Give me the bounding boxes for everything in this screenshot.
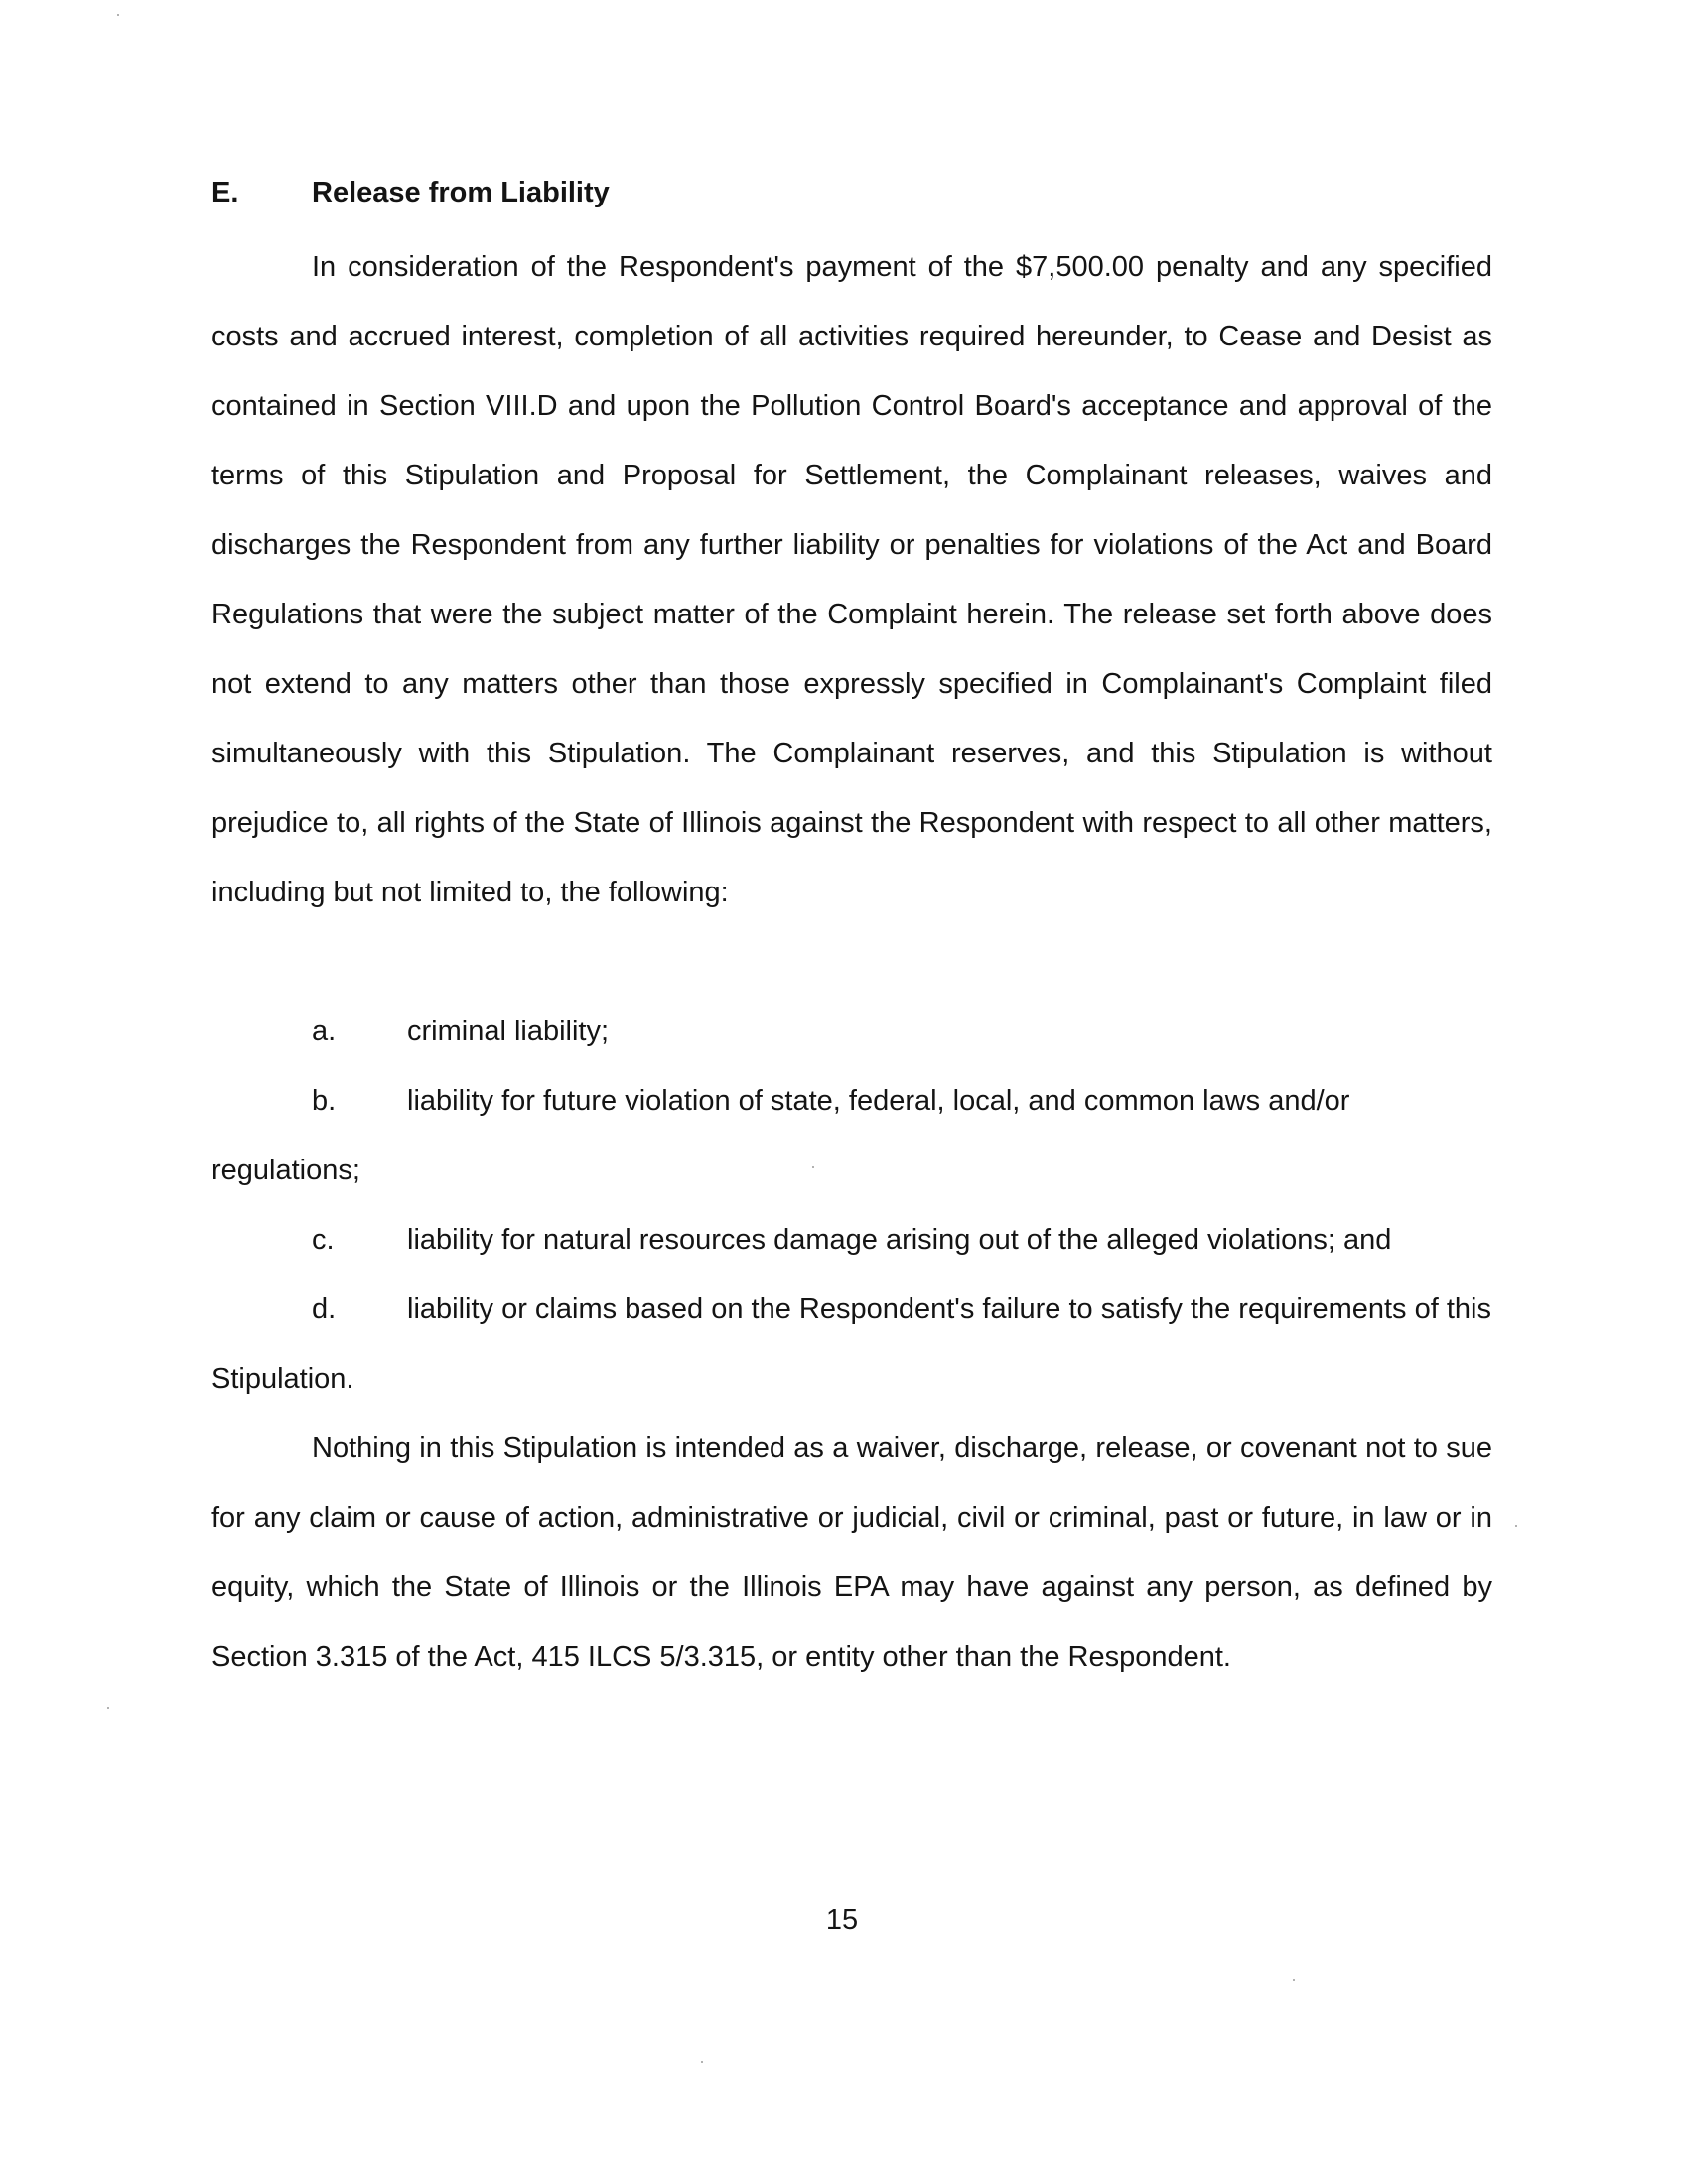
list-marker: c.	[312, 1224, 335, 1256]
scan-speck	[701, 2061, 703, 2063]
list-marker: a.	[312, 1016, 337, 1047]
section-letter: E.	[211, 177, 239, 208]
scan-speck	[1293, 1979, 1295, 1981]
list-text: criminal liability;	[407, 1016, 610, 1047]
list-text: liability for natural resources damage arising out of the alleged violations; and	[407, 1224, 1392, 1256]
scan-speck	[117, 14, 119, 16]
page-number: 15	[825, 1904, 859, 1936]
section-title: Release from Liability	[312, 177, 610, 208]
section-heading	[211, 177, 610, 209]
list-marker: d.	[312, 1294, 337, 1325]
list-marker: b.	[312, 1085, 337, 1117]
list-text: liability for future violation of state, federal, local, and common laws and/or regulations;	[211, 1085, 1350, 1186]
list-item	[211, 1066, 1492, 1205]
scan-speck	[812, 1166, 814, 1168]
release-paragraph: In consideration of the Respondent's payment of the $7,500.00 penalty and any specified costs and accrued interest, completion of all activities required hereunder, to Cease and Desist as contained in Section VIII.D and upon the Pollution Control Board's acceptance and approval of the terms of this Stipulation and Proposal for Settlement, the Complainant releases, waives and discharges the Respondent from any further liability or penalties for violations of the Act and Board Regulations that were the subject matter of the Complaint herein. The release set forth above does not extend to any matters other than those expressly specified in Complainant's Complaint filed simultaneously with this Stipulation. The Complainant reserves, and this Stipulation is without prejudice to, all rights of the State of Illinois against the Respondent with respect to all other matters, including but not limited to, the following:	[211, 251, 1492, 908]
list-text: liability or claims based on the Respondent's failure to satisfy the requirements of this Stipulation.	[211, 1294, 1491, 1395]
list-item	[211, 1275, 1492, 1414]
reservation-paragraph: Nothing in this Stipulation is intended as a waiver, discharge, release, or covenant not to sue for any claim or cause of action, administrative or judicial, civil or criminal, past or future, in law or in equity, which the State of Illinois or the Illinois EPA may have against any person, as defined by Section 3.315 of the Act, 415 ILCS 5/3.315, or entity other than the Respondent.	[211, 1433, 1492, 1673]
list-item	[211, 997, 1492, 1066]
scan-speck	[107, 1707, 109, 1709]
scan-speck	[1515, 1525, 1517, 1527]
list-item	[211, 1205, 1492, 1275]
